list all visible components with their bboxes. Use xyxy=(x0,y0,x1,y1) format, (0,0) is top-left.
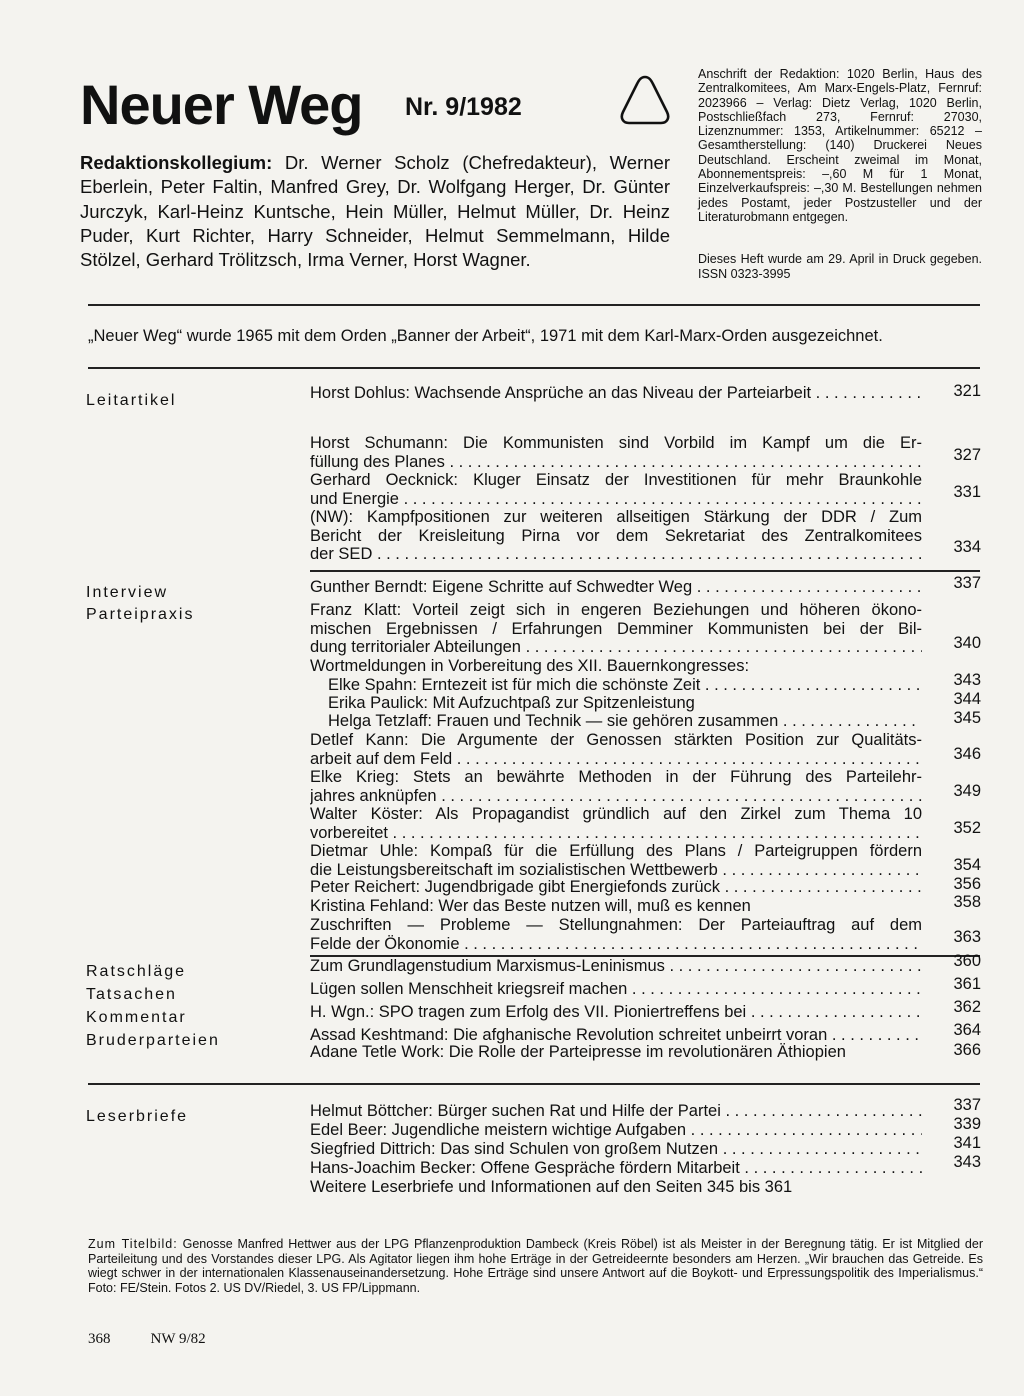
category-leserbriefe: Leserbriefe xyxy=(86,1108,189,1125)
caption-text: Genosse Manfred Hettwer aus der LPG Pflanzenproduktion Dambeck (Kreis Röbel) ist als Meister in der Beregnung tätig. Er ist Mitglied der Parteileitung und des Vorstandes dieser LPG. Als Agitator liegen ihm hohe Erträge in der Getreideernte besonders am Herzen. „Wir brauchen das Getreide. Es wiegt schwer in der internationalen Klassenauseinandersetzung. Hohe Erträge sind unsere Antwort auf die Boykott- und Erpressungspolitik des Imperialismus.“ Foto: FE/Stein. Fotos 2. US DV/Riedel, 3. US FP/Lippmann. xyxy=(88,1237,983,1295)
divider xyxy=(88,304,980,306)
toc-entry[interactable]: Helmut Böttcher: Bürger suchen Rat und Hilfe der Partei . . . xyxy=(310,1102,922,1121)
toc-entry[interactable]: Horst Schumann: Die Kommunisten sind Vorbild im Kampf um die Er- füllung des Planes . . . xyxy=(310,434,922,471)
toc-entry[interactable]: Helga Tetzlaff: Frauen und Technik — sie gehören zusammen . . . xyxy=(328,712,922,731)
toc-entry[interactable]: Detlef Kann: Die Argumente der Genossen stärkten Position zur Qualitäts- arbeit auf dem Feld . . . xyxy=(310,731,922,768)
toc-page: 358 xyxy=(953,893,981,911)
toc-entry[interactable]: Gerhard Oecknick: Kluger Einsatz der Investitionen für mehr Braunkohle und Energie . . . xyxy=(310,471,922,508)
toc-page: 340 xyxy=(953,634,981,652)
toc-page: 356 xyxy=(953,875,981,893)
toc-entry[interactable]: Peter Reichert: Jugendbrigade gibt Energiefonds zurück . . . xyxy=(310,878,922,897)
toc-entry[interactable]: Weitere Leserbriefe und Informationen auf den Seiten 345 bis 361 xyxy=(310,1178,793,1196)
toc-entry[interactable]: Kristina Fehland: Wer das Beste nutzen will, muß es kennen xyxy=(310,897,751,915)
toc-page: 337 xyxy=(953,1096,981,1114)
toc-page: 364 xyxy=(953,1021,981,1039)
toc-page: 339 xyxy=(953,1115,981,1133)
toc-page: 337 xyxy=(953,574,981,592)
toc-page: 346 xyxy=(953,745,981,763)
toc-page: 362 xyxy=(953,998,981,1016)
toc-page: 343 xyxy=(953,671,981,689)
toc-page: 344 xyxy=(953,690,981,708)
toc-page: 345 xyxy=(953,709,981,727)
toc-page: 352 xyxy=(953,819,981,837)
toc-entry[interactable]: Dietmar Uhle: Kompaß für die Erfüllung des Plans / Parteigruppen fördern die Leistungsbereitschaft im sozialistischen Wettbewerb . . . xyxy=(310,842,922,879)
toc-entry[interactable]: Wortmeldungen in Vorbereitung des XII. Bauernkongresses: xyxy=(310,657,750,675)
triangle-logo-icon xyxy=(618,72,672,128)
page-number: 368 xyxy=(88,1331,111,1347)
category-tatsachen: Tatsachen xyxy=(86,986,177,1003)
toc-page: 334 xyxy=(953,538,981,556)
toc-entry[interactable]: (NW): Kampfpositionen zur weiteren allseitigen Stärkung der DDR / Zum Bericht der Kreisleitung Pirna vor dem Sekretariat des Zentralkomitees der SED . . . xyxy=(310,508,922,564)
toc-entry[interactable]: Franz Klatt: Vorteil zeigt sich in engeren Beziehungen und höheren ökono- mischen Ergebnissen / Erfahrungen Demminer Kommunisten bei der Bil- dung territorialer Abteilungen . . . xyxy=(310,601,922,657)
toc-entry[interactable]: Elke Spahn: Erntezeit ist für mich die schönste Zeit . . . xyxy=(328,676,922,695)
toc-entry[interactable]: Assad Keshtmand: Die afghanische Revolution schreitet unbeirrt voran . . . xyxy=(310,1026,922,1045)
toc-entry[interactable]: Zuschriften — Probleme — Stellungnahmen: Der Parteiauftrag auf dem Felde der Ökonomie . . . xyxy=(310,916,922,953)
toc-page: 360 xyxy=(953,952,981,970)
issue-number: Nr. 9/1982 xyxy=(405,93,522,121)
category-parteipraxis: Parteipraxis xyxy=(86,606,195,623)
toc-entry[interactable]: Edel Beer: Jugendliche meistern wichtige Aufgaben . . . xyxy=(310,1121,922,1140)
toc-entry[interactable]: Gunther Berndt: Eigene Schritte auf Schwedter Weg . . . xyxy=(310,578,922,597)
board-members: Dr. Werner Scholz (Chefredakteur), Werner Eberlein, Peter Faltin, Manfred Grey, Dr. Wolfgang Herger, Dr. Günter Jurczyk, Karl-Heinz Kuntsche, Hein Müller, Helmut Müller, Dr. Heinz Puder, Kurt Richter, Harry Schneider, Helmut Semmelmann, Hilde Stölzel, Gerhard Trölitzsch, Irma Verner, Horst Wagner. xyxy=(80,152,670,271)
toc-entry[interactable]: H. Wgn.: SPO tragen zum Erfolg des VII. Pioniertreffens bei . . . xyxy=(310,1003,922,1022)
category-kommentar: Kommentar xyxy=(86,1009,187,1026)
toc-entry[interactable]: Siegfried Dittrich: Das sind Schulen von großem Nutzen . . . xyxy=(310,1140,922,1159)
editorial-board xyxy=(80,151,670,272)
divider xyxy=(88,367,980,369)
toc-entry[interactable]: Zum Grundlagenstudium Marxismus-Leninismus . . . xyxy=(310,957,922,976)
editorial-address: Anschrift der Redaktion: 1020 Berlin, Haus des Zentralkomitees, Am Marx-Engels-Platz, Fernruf: 2023966 – Verlag: Dietz Verlag, 1020 Berlin, Postschließfach 273, Fernruf: 27030, Lizenznummer: 1353, Artikelnummer: 65212 – Gesamtherstellung: (140) Druckerei Neues Deutschland. Erscheint zweimal im Monat, Abonnementspreis: –,60 M für 1 Monat, Einzelverkaufspreis: –,30 M. Bestellungen nehmen jedes Postamt, jeder Postzusteller und der Literaturobmann entgegen. xyxy=(698,67,982,224)
toc-page: 321 xyxy=(953,382,981,400)
category-interview: Interview xyxy=(86,584,169,601)
toc-page: 327 xyxy=(953,446,981,464)
toc-page: 349 xyxy=(953,782,981,800)
issue-reference: NW 9/82 xyxy=(150,1331,206,1347)
divider xyxy=(88,1083,980,1085)
award-line: „Neuer Weg“ wurde 1965 mit dem Orden „Banner der Arbeit“, 1971 mit dem Karl-Marx-Orden ausgezeichnet. xyxy=(88,327,883,345)
toc-page: 341 xyxy=(953,1134,981,1152)
toc-page: 366 xyxy=(953,1041,981,1059)
category-ratschlaege: Ratschläge xyxy=(86,963,187,980)
toc-entry[interactable]: Horst Dohlus: Wachsende Ansprüche an das Niveau der Parteiarbeit . . . xyxy=(310,384,922,403)
toc-entry[interactable]: Erika Paulick: Mit Aufzuchtpaß zur Spitzenleistung xyxy=(328,694,695,712)
toc-page: 331 xyxy=(953,483,981,501)
magazine-title: Neuer Weg xyxy=(80,73,363,136)
caption-label: Zum Titelbild: xyxy=(88,1237,178,1251)
category-leitartikel: Leitartikel xyxy=(86,392,177,409)
cover-caption xyxy=(88,1237,983,1295)
divider xyxy=(310,570,980,572)
toc-entry[interactable]: Adane Tetle Work: Die Rolle der Parteipresse im revolutionären Äthiopien xyxy=(310,1043,846,1061)
toc-page: 343 xyxy=(953,1153,981,1171)
toc-page: 354 xyxy=(953,856,981,874)
toc-page: 363 xyxy=(953,928,981,946)
print-note: Dieses Heft wurde am 29. April in Druck gegeben. ISSN 0323-3995 xyxy=(698,252,982,281)
page-footer xyxy=(88,1331,206,1348)
toc-entry[interactable]: Walter Köster: Als Propagandist gründlich auf den Zirkel zum Thema 10 vorbereitet . . . xyxy=(310,805,922,842)
category-bruderparteien: Bruderparteien xyxy=(86,1032,220,1049)
toc-page: 361 xyxy=(953,975,981,993)
board-label: Redaktionskollegium: xyxy=(80,152,273,173)
toc-entry[interactable]: Lügen sollen Menschheit kriegsreif machen . . . xyxy=(310,980,922,999)
toc-entry[interactable]: Elke Krieg: Stets an bewährte Methoden in der Führung des Parteilehr- jahres anknüpfen . . . xyxy=(310,768,922,805)
toc-entry[interactable]: Hans-Joachim Becker: Offene Gespräche fördern Mitarbeit . . . xyxy=(310,1159,922,1178)
